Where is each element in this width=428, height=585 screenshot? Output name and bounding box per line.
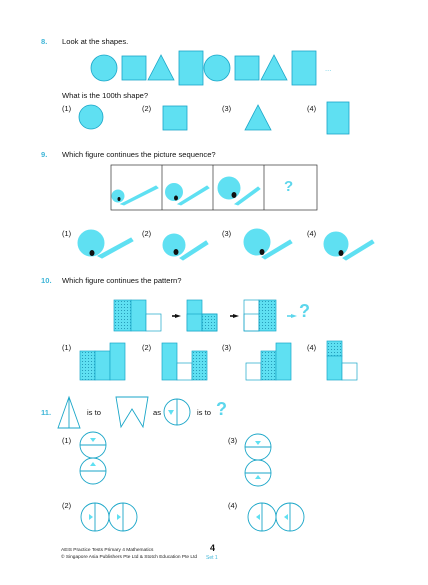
- footer-book-title: AEIS Practice Tests Primary 4 Mathematics: [61, 548, 154, 553]
- set-label: Set 1: [206, 555, 218, 561]
- q11-option-3-label[interactable]: (3): [228, 436, 238, 445]
- question-number-9: 9.: [41, 150, 48, 159]
- q11-option-4-label[interactable]: (4): [228, 501, 238, 510]
- q8-option-2-label[interactable]: (2): [142, 104, 152, 113]
- q10-option-3-label[interactable]: (3): [222, 343, 232, 352]
- q10-option-4-label[interactable]: (4): [307, 343, 317, 352]
- q9-option-3-label[interactable]: (3): [222, 229, 232, 238]
- question-8-prompt: Look at the shapes.: [62, 37, 129, 46]
- q10-option-2-label[interactable]: (2): [142, 343, 152, 352]
- q8-option-4-label[interactable]: (4): [307, 104, 317, 113]
- q8-option-1-label[interactable]: (1): [62, 104, 72, 113]
- q11-as: as: [153, 408, 162, 417]
- question-9-prompt: Which figure continues the picture sequence?: [62, 150, 216, 159]
- q11-option-1-label[interactable]: (1): [62, 436, 72, 445]
- question-number-11: 11.: [41, 408, 52, 417]
- q10-question-mark: ?: [299, 301, 310, 321]
- q11-question-mark: ?: [216, 399, 227, 419]
- q11-option-2-label[interactable]: (2): [62, 501, 72, 510]
- question-8-subquestion: What is the 100th shape?: [62, 91, 149, 100]
- q9-option-2-label[interactable]: (2): [142, 229, 152, 238]
- question-number-10: 10.: [41, 276, 52, 285]
- question-10-prompt: Which figure continues the pattern?: [62, 276, 182, 285]
- q10-option-1-label[interactable]: (1): [62, 343, 72, 352]
- q9-option-1-label[interactable]: (1): [62, 229, 72, 238]
- q9-question-mark: ?: [284, 178, 294, 195]
- q11-is-to-1: is to: [87, 408, 101, 417]
- question-number-8: 8.: [41, 37, 48, 46]
- page-number: 4: [210, 543, 216, 553]
- footer-copyright: © Singapore Asia Publishers Pte Ltd & Stotch Education Pte Ltd: [61, 555, 198, 560]
- q8-option-3-label[interactable]: (3): [222, 104, 232, 113]
- q11-is-to-2: is to: [197, 408, 211, 417]
- q9-option-4-label[interactable]: (4): [307, 229, 317, 238]
- sequence-ellipsis: ...: [325, 64, 332, 73]
